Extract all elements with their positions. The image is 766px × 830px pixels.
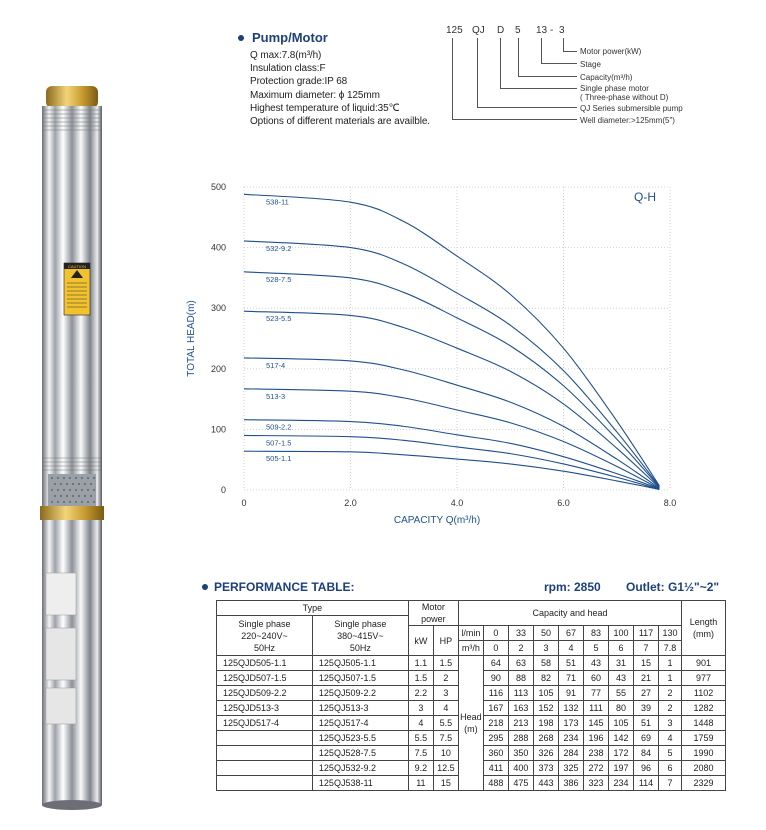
model-three-phase: 125QJ528-7.5 (312, 746, 408, 761)
head-value: 400 (508, 761, 533, 776)
performance-title (202, 580, 354, 594)
series-label: 538-11 (266, 197, 289, 207)
head-value: 111 (583, 701, 608, 716)
code-125: 125 (446, 25, 463, 36)
label-single-phase: Single phase motor (580, 84, 649, 93)
power-kw: 5.5 (408, 731, 433, 746)
model-single-phase (217, 746, 313, 761)
series-label: 523-5.5 (266, 314, 292, 324)
power-kw: 2.2 (408, 686, 433, 701)
spec-protection: Protection grade:IP 68 (250, 76, 348, 88)
model-three-phase: 125QJ523-5.5 (312, 731, 408, 746)
series-line-513-3 (244, 389, 659, 489)
m3h-value: 5 (583, 641, 608, 656)
head-value: 71 (558, 671, 583, 686)
head-value: 234 (558, 731, 583, 746)
m3h-value: 3 (533, 641, 558, 656)
lmin-value: 0 (483, 626, 508, 641)
series-line-507-1.5 (244, 435, 659, 489)
model-single-phase (217, 731, 313, 746)
length-value: 977 (682, 671, 726, 686)
model-single-phase (217, 761, 313, 776)
power-hp: 1.5 (433, 656, 458, 671)
head-value: 475 (508, 776, 533, 791)
head-value: 172 (609, 746, 634, 761)
head-value: 163 (508, 701, 533, 716)
header-m3h: m³/h (458, 641, 483, 656)
x-axis-label: CAPACITY Q(m³/h) (393, 515, 481, 526)
head-value: 326 (533, 746, 558, 761)
head-value: 167 (483, 701, 508, 716)
head-value: 27 (634, 686, 659, 701)
length-value: 2080 (682, 761, 726, 776)
head-value: 272 (583, 761, 608, 776)
head-value: 116 (483, 686, 508, 701)
head-value: 142 (609, 731, 634, 746)
head-value: 386 (558, 776, 583, 791)
model-three-phase: 125QJ507-1.5 (312, 671, 408, 686)
x-tick-label: 6.0 (557, 498, 570, 508)
head-value: 350 (508, 746, 533, 761)
header-type: Type (217, 601, 409, 616)
head-value: 55 (609, 686, 634, 701)
head-value: 96 (634, 761, 659, 776)
performance-heading: PERFORMANCE TABLE: (214, 580, 355, 594)
qh-chart-svg (180, 175, 690, 540)
label-qj-series: QJ Series submersible pump (580, 104, 683, 113)
power-hp: 5.5 (433, 716, 458, 731)
y-axis-label: TOTAL HEAD(m) (186, 300, 197, 377)
head-value: 21 (634, 671, 659, 686)
head-value: 64 (483, 656, 508, 671)
lmin-value: 33 (508, 626, 533, 641)
length-value: 901 (682, 656, 726, 671)
head-value: 15 (634, 656, 659, 671)
head-value: 323 (583, 776, 608, 791)
header-single-phase-220: Single phase 220~240V~ 50Hz (217, 616, 313, 656)
head-value: 5 (659, 746, 682, 761)
table-row (217, 656, 726, 671)
length-value: 1448 (682, 716, 726, 731)
power-kw: 9.2 (408, 761, 433, 776)
m3h-value: 4 (558, 641, 583, 656)
head-value: 218 (483, 716, 508, 731)
head-value: 6 (659, 761, 682, 776)
spec-temperature: Highest temperature of liquid:35℃ (250, 102, 400, 114)
head-value: 63 (508, 656, 533, 671)
spec-materials: Options of different materials are availble. (250, 116, 430, 128)
head-value: 31 (609, 656, 634, 671)
model-three-phase: 125QJ509-2.2 (312, 686, 408, 701)
y-tick-label: 200 (210, 363, 226, 374)
model-single-phase: 125QJD505-1.1 (217, 656, 313, 671)
code-leader (452, 38, 577, 120)
head-value: 113 (508, 686, 533, 701)
head-value: 132 (558, 701, 583, 716)
model-three-phase: 125QJ517-4 (312, 716, 408, 731)
head-value: 234 (609, 776, 634, 791)
head-value: 84 (634, 746, 659, 761)
x-tick-label: 4.0 (450, 498, 464, 508)
model-three-phase: 125QJ532-9.2 (312, 761, 408, 776)
y-tick-label: 0 (220, 485, 226, 495)
y-tick-label: 500 (210, 182, 226, 192)
model-single-phase (217, 776, 313, 791)
head-value: 43 (583, 656, 608, 671)
series-line-523-5.5 (244, 311, 659, 487)
m3h-value: 0 (483, 641, 508, 656)
qh-chart (180, 175, 690, 540)
power-hp: 15 (433, 776, 458, 791)
y-tick-label: 400 (210, 242, 226, 253)
label-stage: Stage (580, 60, 601, 69)
power-kw: 1.1 (408, 656, 433, 671)
x-tick-label: 8.0 (663, 498, 677, 508)
rpm-text: rpm: 2850 (544, 580, 601, 594)
model-single-phase: 125QJD517-4 (217, 716, 313, 731)
spec-heading: Pump/Motor (252, 30, 328, 45)
head-value: 152 (533, 701, 558, 716)
series-label: 528-7.5 (266, 274, 292, 284)
spec-block (238, 30, 458, 128)
code-dash: - (550, 25, 554, 36)
header-kw: kW (408, 626, 433, 656)
series-line-517-4 (244, 358, 659, 488)
label-motor-power: Motor power(kW) (580, 47, 642, 56)
head-value: 1 (659, 656, 682, 671)
outlet-fitting (46, 86, 98, 108)
model-three-phase: 125QJ513-3 (312, 701, 408, 716)
head-value: 3 (659, 716, 682, 731)
power-hp: 3 (433, 686, 458, 701)
lmin-value: 50 (533, 626, 558, 641)
m3h-value: 7 (634, 641, 659, 656)
x-tick-label: 2.0 (344, 498, 357, 508)
power-hp: 4 (433, 701, 458, 716)
length-value: 1759 (682, 731, 726, 746)
header-length: Length (mm) (682, 601, 726, 656)
head-value: 105 (609, 716, 634, 731)
head-value: 173 (558, 716, 583, 731)
head-value: 1 (659, 671, 682, 686)
length-value: 1282 (682, 701, 726, 716)
series-label: 507-1.5 (266, 438, 292, 448)
model-single-phase: 125QJD509-2.2 (217, 686, 313, 701)
series-line-538-11 (244, 194, 659, 485)
model-single-phase: 125QJD513-3 (217, 701, 313, 716)
code-qj: QJ (472, 25, 485, 36)
y-tick-label: 100 (210, 424, 226, 435)
head-value: 51 (634, 716, 659, 731)
code-d: D (497, 25, 505, 36)
series-line-532-9.2 (244, 241, 659, 486)
head-value: 60 (583, 671, 608, 686)
head-value: 238 (583, 746, 608, 761)
model-three-phase: 125QJ505-1.1 (312, 656, 408, 671)
power-kw: 4 (408, 716, 433, 731)
head-value: 91 (558, 686, 583, 701)
model-code-diagram (430, 25, 740, 130)
table-row (217, 601, 726, 616)
label-capacity: Capacity(m³/h) (580, 73, 633, 82)
power-hp: 10 (433, 746, 458, 761)
bullet-icon (238, 35, 244, 41)
motor-coupling (40, 506, 104, 520)
series-label: 509-2.2 (266, 422, 292, 432)
lmin-value: 67 (558, 626, 583, 641)
code-13: 13 (536, 25, 548, 36)
x-tick-label: 0 (241, 498, 247, 508)
series-label: 513-3 (266, 391, 286, 401)
head-value: 105 (533, 686, 558, 701)
header-lmin: l/min (458, 626, 483, 641)
spec-qmax: Q max:7.8(m³/h) (250, 50, 322, 61)
performance-table (216, 600, 726, 791)
power-hp: 12.5 (433, 761, 458, 776)
head-value: 488 (483, 776, 508, 791)
series-label: 505-1.1 (266, 454, 292, 464)
head-value: 198 (533, 716, 558, 731)
length-value: 1102 (682, 686, 726, 701)
power-kw: 7.5 (408, 746, 433, 761)
lmin-value: 117 (634, 626, 659, 641)
head-value: 288 (508, 731, 533, 746)
header-hp: HP (433, 626, 458, 656)
head-value: 88 (508, 671, 533, 686)
series-label: 532-9.2 (266, 243, 292, 253)
head-value: 196 (583, 731, 608, 746)
header-head: Head (m) (458, 656, 483, 791)
series-line-509-2.2 (244, 420, 659, 489)
spec-diameter: Maximum diameter: ϕ 125mm (250, 89, 380, 101)
header-capacity: Capacity and head (458, 601, 681, 626)
m3h-value: 7.8 (659, 641, 682, 656)
spec-title (238, 30, 458, 45)
head-value: 145 (583, 716, 608, 731)
head-value: 4 (659, 731, 682, 746)
head-value: 80 (609, 701, 634, 716)
y-tick-label: 300 (210, 303, 226, 314)
head-value: 69 (634, 731, 659, 746)
pump-image (22, 78, 122, 813)
power-hp: 7.5 (433, 731, 458, 746)
lmin-value: 130 (659, 626, 682, 641)
power-hp: 2 (433, 671, 458, 686)
head-value: 268 (533, 731, 558, 746)
head-value: 43 (609, 671, 634, 686)
head-value: 77 (583, 686, 608, 701)
header-single-phase-380: Single phase 380~415V~ 50Hz (312, 616, 408, 656)
nameplate (46, 573, 76, 615)
code-5: 5 (515, 25, 521, 36)
lmin-value: 83 (583, 626, 608, 641)
label-three-phase: ( Three-phase without D) (580, 93, 669, 102)
head-value: 411 (483, 761, 508, 776)
label-well-diameter: Well diameter:>125mm(5") (580, 116, 675, 125)
m3h-value: 6 (609, 641, 634, 656)
header-motor-power: Motor power (408, 601, 458, 626)
head-value: 295 (483, 731, 508, 746)
head-value: 39 (634, 701, 659, 716)
head-value: 7 (659, 776, 682, 791)
power-kw: 11 (408, 776, 433, 791)
series-line-528-7.5 (244, 272, 659, 487)
length-value: 2329 (682, 776, 726, 791)
head-value: 284 (558, 746, 583, 761)
bullet-icon (202, 584, 208, 590)
head-value: 2 (659, 686, 682, 701)
model-three-phase: 125QJ538-11 (312, 776, 408, 791)
chart-title: Q-H (634, 190, 656, 204)
head-value: 58 (533, 656, 558, 671)
head-value: 443 (533, 776, 558, 791)
head-value: 51 (558, 656, 583, 671)
outlet-text: Outlet: G1½"~2" (626, 580, 720, 594)
model-single-phase: 125QJD507-1.5 (217, 671, 313, 686)
head-value: 213 (508, 716, 533, 731)
code-3: 3 (559, 25, 565, 36)
head-value: 197 (609, 761, 634, 776)
power-kw: 3 (408, 701, 433, 716)
length-value: 1990 (682, 746, 726, 761)
m3h-value: 2 (508, 641, 533, 656)
head-value: 2 (659, 701, 682, 716)
spec-insulation: Insulation class:F (250, 63, 326, 75)
head-value: 360 (483, 746, 508, 761)
lmin-value: 100 (609, 626, 634, 641)
head-value: 90 (483, 671, 508, 686)
head-value: 373 (533, 761, 558, 776)
svg-text:CAUTION: CAUTION (68, 264, 86, 269)
head-value: 325 (558, 761, 583, 776)
series-label: 517-4 (266, 360, 286, 370)
power-kw: 1.5 (408, 671, 433, 686)
head-value: 114 (634, 776, 659, 791)
head-value: 82 (533, 671, 558, 686)
